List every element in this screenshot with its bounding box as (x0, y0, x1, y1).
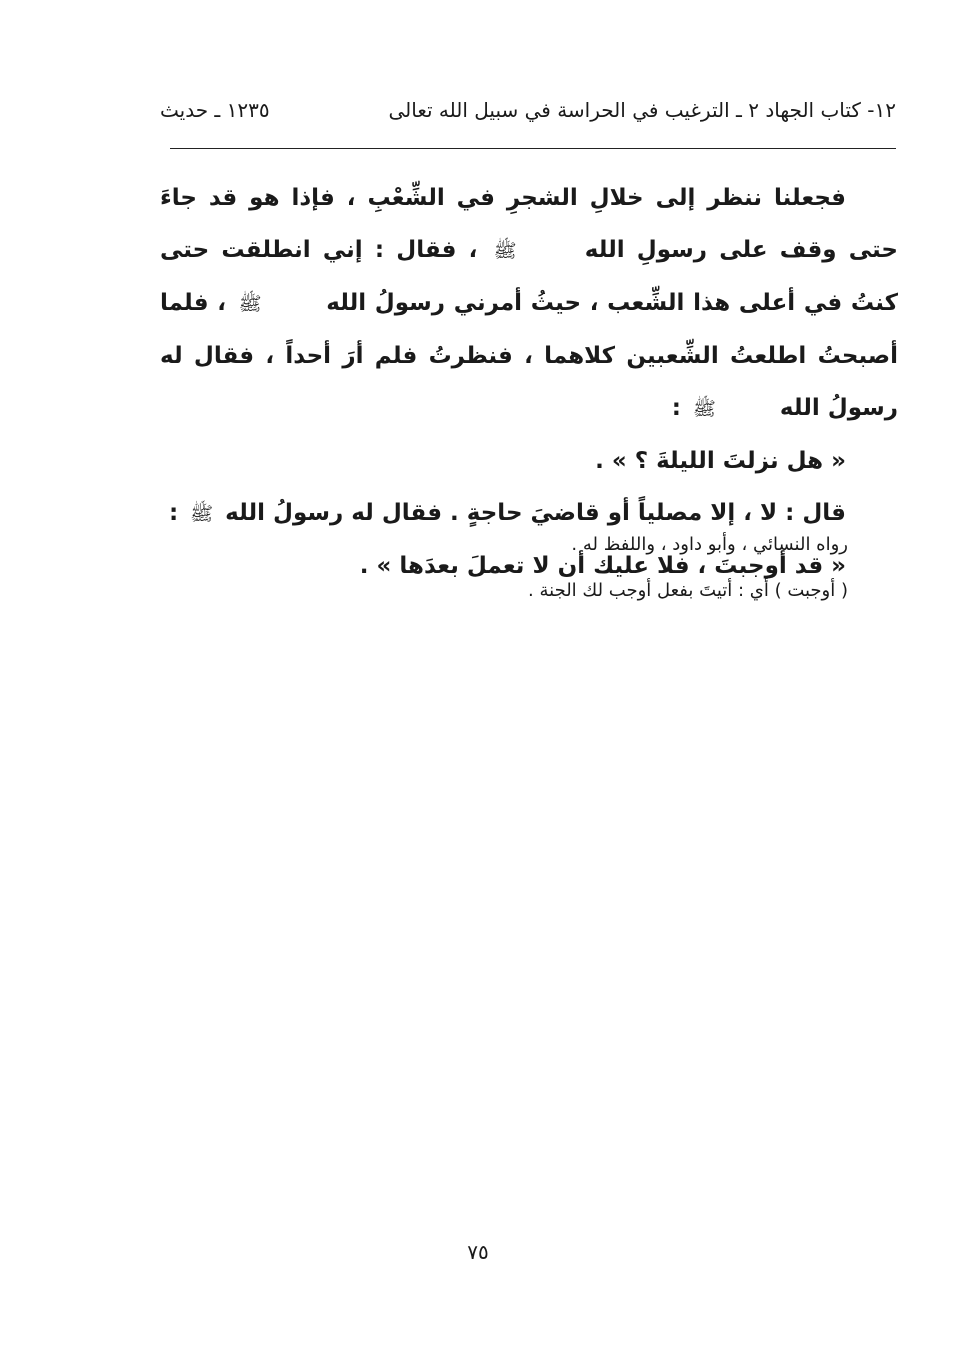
text-segment: فجعلنا ننظر إلى خلالِ الشجرِ في الشِّعْبِ ، فإذا هو قد جاءَ حتى وقف على رسولِ الله (160, 185, 898, 263)
header-hadith-number: ١٢٣٥ ـ حديث (160, 98, 270, 122)
header-chapter-title: ١٢- كتاب الجهاد ٢ ـ الترغيب في الحراسة في سبيل الله تعالى (388, 98, 896, 122)
gloss-note: ( أوجبت ) أي : أتيتَ بفعل أوجب لك الجنة . (528, 580, 848, 601)
text-segment: : (168, 500, 179, 526)
page-number: ٧٥ (467, 1240, 489, 1264)
header-divider (170, 148, 896, 149)
text-segment: ، فقال : إني انطلقت حتى كنتُ في أعلى هذا الشِّعب ، حيثُ أمرني رسولُ الله (160, 237, 898, 316)
source-note: رواه النسائي ، وأبو داود ، واللفظ له . (571, 534, 848, 555)
text-segment: : (671, 395, 681, 421)
paragraph-2 (160, 487, 898, 540)
page-header (160, 92, 896, 132)
salutation-glyph: ﷺ (692, 398, 716, 420)
salutation-glyph: ﷺ (493, 240, 517, 262)
quote-1: « هل نزلتَ الليلةَ ؟ » . (595, 448, 846, 474)
paragraph-1 (160, 172, 898, 435)
hadith-text (160, 172, 898, 592)
quote-2: « قد أوجبتَ ، فلا عليك أن لا تعملَ بعدَها » . (359, 553, 846, 579)
text-segment: قال : لا ، إلا مصلياً أو قاضيَ حاجةٍ . فقال له رسولُ الله (225, 500, 846, 526)
salutation-glyph: ﷺ (238, 293, 262, 315)
salutation-glyph: ﷺ (190, 503, 214, 525)
text-segment: ، فلما أصبحتُ اطلعتُ الشِّعبين كلاهما ، فنظرتُ فلم أرَ أحداً ، فقال له رسولُ الله (160, 290, 898, 421)
